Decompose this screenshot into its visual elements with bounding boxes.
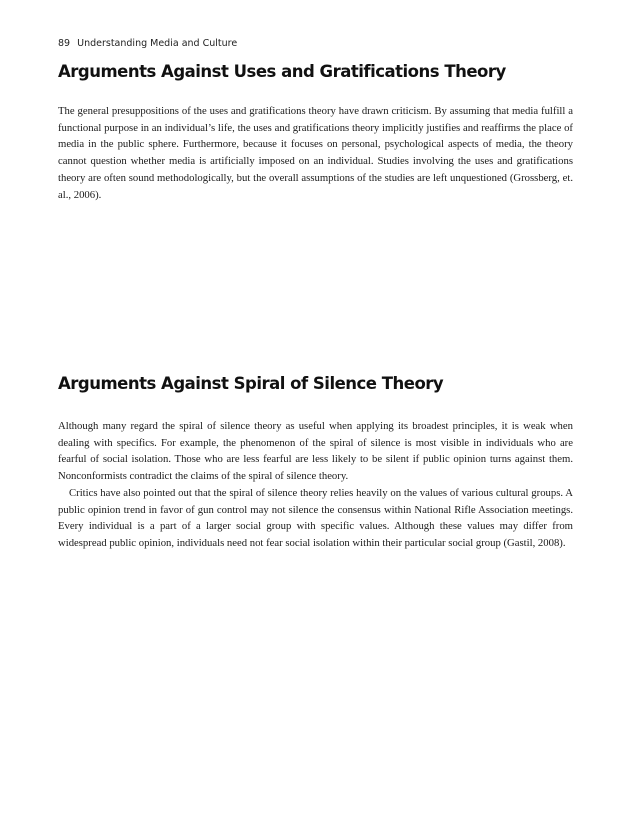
section-title-spiral-of-silence: Arguments Against Spiral of Silence Theory bbox=[58, 374, 444, 393]
section-body-spiral-of-silence bbox=[58, 418, 573, 552]
section-title-uses-gratifications: Arguments Against Uses and Gratifications Theory bbox=[58, 62, 506, 81]
book-title: Understanding Media and Culture bbox=[77, 38, 238, 49]
page-number: 89 bbox=[58, 38, 71, 49]
paragraph: The general presuppositions of the uses and gratifications theory have drawn criticism. By assuming that media fulfill a functional purpose in an individual’s life, the uses and gratifications theory implicitly justifies and reaffirms the place of media in the public sphere. Furthermore, because it focuses on personal, psychological aspects of media, the theory cannot question whether media is artificially imposed on an individual. Studies involving the uses and gratifications theory are often sound methodologically, but the overall assumptions of the studies are left unquestioned (Grossberg, et. al., 2006). bbox=[58, 105, 573, 201]
running-header bbox=[58, 38, 237, 49]
section-body-uses-gratifications bbox=[58, 103, 573, 203]
paragraph: Critics have also pointed out that the spiral of silence theory relies heavily on the values of various cultural groups. A public opinion trend in favor of gun control may not silence the consensus within National Rifle Association meetings. Every individual is a part of a larger social group with specific values. Although these values may differ from widespread public opinion, individuals need not fear social isolation within their particular social group (Gastil, 2008). bbox=[58, 486, 573, 549]
paragraph: Although many regard the spiral of silence theory as useful when applying its broadest principles, it is weak when dealing with specifics. For example, the phenomenon of the spiral of silence is most visible in individuals who are fearful of social isolation. Those who are less fearful are less likely to be silent if public opinion turns against them. Nonconformists contradict the claims of the spiral of silence theory. bbox=[58, 420, 573, 483]
